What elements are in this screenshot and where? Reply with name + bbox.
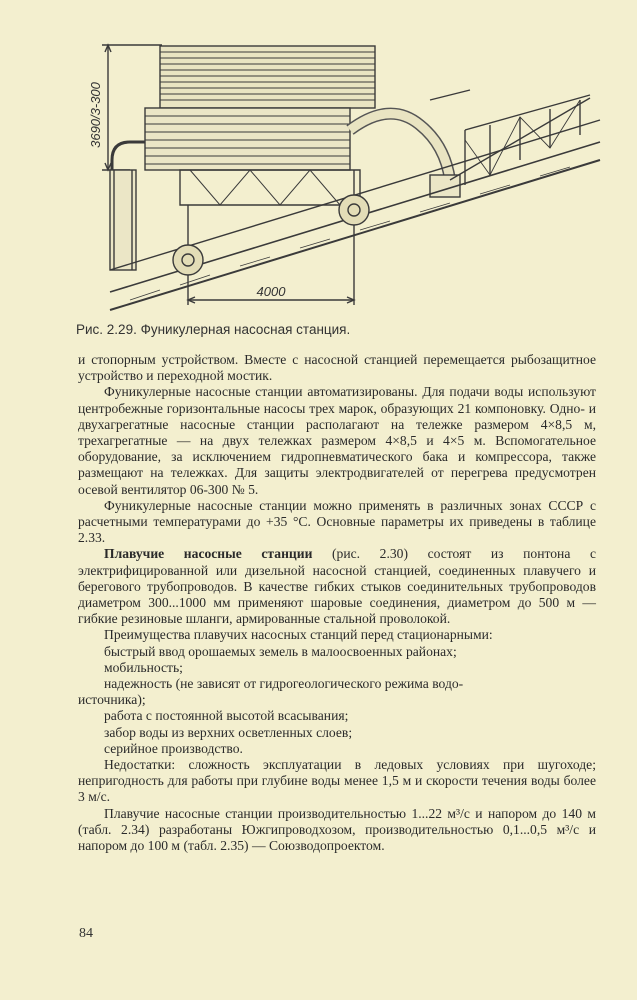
paragraph: и стопорным устройством. Вместе с насосной станцией перемещается рыбозащитное устройство и переходной мостик. <box>78 352 596 384</box>
list-item: быстрый ввод орошаемых земель в малоосвоенных районах; <box>104 643 457 659</box>
drawing-svg <box>70 20 610 320</box>
paragraph: Плавучие насосные станции производительностью 1...22 м³/с и напором до 140 м (табл. 2.34) разработаны Южгипроводхозом, производительностью 0,1...0,5 м³/с и напором до 100 м (табл. 2.35) — Союзводопроектом. <box>78 805 596 854</box>
paragraph: Недостатки: сложность эксплуатации в ледовых условиях при шугоходе; непригодность для работы при глубине воды менее 1,5 м и скорости течения воды более 3 м/с. <box>78 757 596 805</box>
paragraph: Фуникулерные насосные станции можно применять в различных зонах СССР с расчетными температурами до +35 °С. Основные параметры их приведены в таблице 2.33. <box>78 497 596 546</box>
paragraph: Преимущества плавучих насосных станций перед стационарными: <box>104 627 493 643</box>
list-item: серийное производство. <box>104 740 243 756</box>
dimension-vertical-label: 3690/3-300 <box>88 82 103 148</box>
term-bold: Плавучие насосные станции <box>104 546 313 562</box>
list-item: забор воды из верхних осветленных слоев; <box>104 724 353 740</box>
dimension-horizontal-label: 4000 <box>256 284 286 299</box>
list-item-continuation: источника); <box>78 692 146 708</box>
list-item: работа с постоянной высотой всасывания; <box>104 708 349 724</box>
figure-caption: Рис. 2.29. Фуникулерная насосная станция. <box>76 322 351 337</box>
paragraph-rest: (рис. 2.30) состоят из понтона с электрифицированной или дизельной насосной станцией, соединенных плавучего и берегового трубопроводов. В качестве гибких стыков соединительных трубопроводов диаметром 300...1000 мм применяют шаровые соединения, диаметром до 500 м — гибкие резиновые шланги, армированные стальной проволокой. <box>78 546 596 627</box>
paragraph: Фуникулерные насосные станции автоматизированы. Для подачи воды используют центробежные горизонтальные насосы трех марок, образующих 21 компоновку. Одно- и двухагрегатные насосные станции располагают на тележке размером 4×8,5 м, трехагрегатные — на двух тележках размером 4×8,5 и 4×5 м. Вспомогательное оборудование, за исключением гидропневматического бака и компрессора, также размещают на тележках. Для защиты электродвигателей от перегрева предусмотрен осевой вентилятор 06-300 № 5. <box>78 384 596 497</box>
body-text <box>78 352 596 854</box>
list-item: надежность (не зависят от гидрогеологического режима водо- <box>104 676 464 692</box>
page-number: 84 <box>79 926 93 941</box>
funicular-station-drawing <box>70 20 610 320</box>
paragraph <box>78 546 596 627</box>
list-item: мобильность; <box>104 659 183 675</box>
